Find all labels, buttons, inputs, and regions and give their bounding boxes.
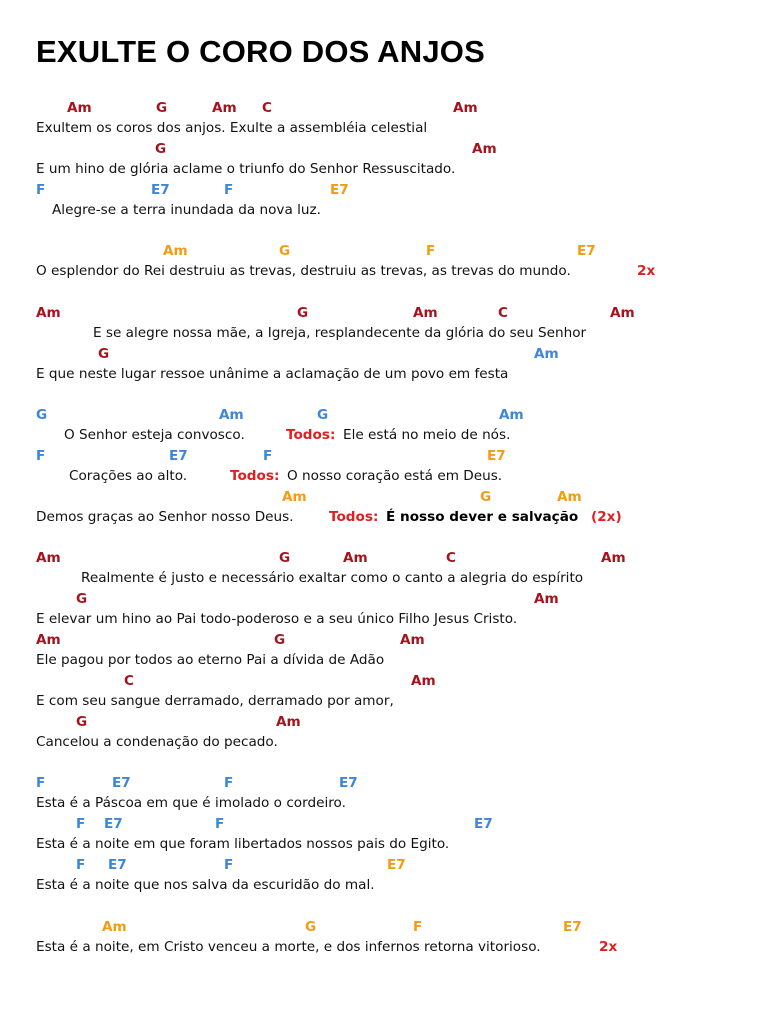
- chord: Am: [601, 550, 626, 566]
- lyric-line: [0, 325, 768, 345]
- lyric-text: E com seu sangue derramado, derramado por amor,: [36, 693, 394, 709]
- lyric-line: [0, 693, 768, 713]
- lyric-text: Cancelou a condenação do pecado.: [36, 734, 278, 750]
- chord: F: [215, 816, 225, 832]
- chord: E7: [104, 816, 123, 832]
- lyric-text: Esta é a noite em que foram libertados nossos pais do Egito.: [36, 836, 450, 852]
- chord-line: [0, 100, 768, 120]
- chord: E7: [563, 919, 582, 935]
- chord-line: [0, 673, 768, 693]
- chord: C: [124, 673, 134, 689]
- lyric-line: [0, 939, 768, 959]
- chord: Am: [343, 550, 368, 566]
- chord: E7: [387, 857, 406, 873]
- chord: Am: [499, 407, 524, 423]
- lyric-line: [0, 652, 768, 672]
- chord-line: [0, 407, 768, 427]
- chord: G: [36, 407, 48, 423]
- lyric-text: Alegre-se a terra inundada da nova luz.: [52, 202, 321, 218]
- repeat-marker: (2x): [591, 509, 622, 525]
- chord: E7: [112, 775, 131, 791]
- chord: G: [305, 919, 317, 935]
- response-label: Todos:: [329, 509, 379, 525]
- lyric-text: E que neste lugar ressoe unânime a aclamação de um povo em festa: [36, 366, 509, 382]
- chord: F: [426, 243, 436, 259]
- chord: F: [263, 448, 273, 464]
- lyric-line: [0, 570, 768, 590]
- lyric-line: [0, 161, 768, 181]
- chord: F: [413, 919, 423, 935]
- chord: F: [36, 775, 46, 791]
- chord-line: [0, 775, 768, 795]
- lyric-text: Esta é a noite que nos salva da escuridão do mal.: [36, 877, 375, 893]
- lyric-text: Esta é a noite, em Cristo venceu a morte, e dos infernos retorna vitorioso.: [36, 939, 541, 955]
- chord: E7: [474, 816, 493, 832]
- chord: Am: [276, 714, 301, 730]
- chord: G: [279, 550, 291, 566]
- chord: Am: [557, 489, 582, 505]
- chord: E7: [169, 448, 188, 464]
- chord-line: [0, 448, 768, 468]
- chord: G: [274, 632, 286, 648]
- chord: G: [76, 714, 88, 730]
- chord: C: [446, 550, 456, 566]
- chord-line: [0, 816, 768, 836]
- chord: G: [279, 243, 291, 259]
- chord: E7: [330, 182, 349, 198]
- lyric-line: [0, 611, 768, 631]
- chord: F: [224, 775, 234, 791]
- chord: F: [224, 182, 234, 198]
- lyric-text: Demos graças ao Senhor nosso Deus.: [36, 509, 294, 525]
- chord: Am: [534, 591, 559, 607]
- lyric-line: [0, 202, 768, 222]
- chord: G: [297, 305, 309, 321]
- repeat-marker: 2x: [599, 939, 618, 955]
- chord: Am: [453, 100, 478, 116]
- response-text: O nosso coração está em Deus.: [287, 468, 503, 484]
- chord: Am: [534, 346, 559, 362]
- response-label: Todos:: [230, 468, 280, 484]
- chord-line: [0, 919, 768, 939]
- chord-line: [0, 591, 768, 611]
- response-text: Ele está no meio de nós.: [343, 427, 511, 443]
- lyric-line: [0, 263, 768, 283]
- chord: C: [262, 100, 272, 116]
- chord-line: [0, 141, 768, 161]
- lyric-text: Corações ao alto.: [69, 468, 188, 484]
- lyric-text: Ele pagou por todos ao eterno Pai a dívida de Adão: [36, 652, 385, 668]
- chord: Am: [472, 141, 497, 157]
- chord: Am: [102, 919, 127, 935]
- chord: Am: [411, 673, 436, 689]
- lyric-text: E elevar um hino ao Pai todo-poderoso e a seu único Filho Jesus Cristo.: [36, 611, 518, 627]
- chord: C: [498, 305, 508, 321]
- lyric-line: [0, 120, 768, 140]
- chord-line: [0, 714, 768, 734]
- chord-line: [0, 182, 768, 202]
- lyric-line: [0, 795, 768, 815]
- lyric-text: E um hino de glória aclame o triunfo do Senhor Ressuscitado.: [36, 161, 456, 177]
- chord: Am: [400, 632, 425, 648]
- lyric-text: O esplendor do Rei destruiu as trevas, destruiu as trevas, as trevas do mundo.: [36, 263, 571, 279]
- chord: Am: [36, 550, 61, 566]
- chord: F: [36, 448, 46, 464]
- chord: F: [76, 857, 86, 873]
- chord-line: [0, 489, 768, 509]
- chord-line: [0, 550, 768, 570]
- lyric-text: Realmente é justo e necessário exaltar como o canto a alegria do espírito: [81, 570, 584, 586]
- chord-line: [0, 346, 768, 366]
- lyric-line: [0, 836, 768, 856]
- chord-line: [0, 857, 768, 877]
- chord: Am: [67, 100, 92, 116]
- response-text: É nosso dever e salvação: [386, 509, 579, 525]
- chord: G: [76, 591, 88, 607]
- chord: E7: [487, 448, 506, 464]
- chord-line: [0, 243, 768, 263]
- chord: Am: [219, 407, 244, 423]
- chord: F: [36, 182, 46, 198]
- chord: F: [76, 816, 86, 832]
- lyric-line: [0, 734, 768, 754]
- lyric-text: E se alegre nossa mãe, a Igreja, resplandecente da glória do seu Senhor: [93, 325, 587, 341]
- lyric-text: Esta é a Páscoa em que é imolado o cordeiro.: [36, 795, 346, 811]
- response-label: Todos:: [286, 427, 336, 443]
- chord: G: [155, 141, 167, 157]
- chord-line: [0, 305, 768, 325]
- lyric-text: Exultem os coros dos anjos. Exulte a assembléia celestial: [36, 120, 428, 136]
- chord: G: [98, 346, 110, 362]
- chord: Am: [282, 489, 307, 505]
- lyric-line: [0, 509, 768, 529]
- lyric-line: [0, 468, 768, 488]
- chord-line: [0, 632, 768, 652]
- chord: Am: [212, 100, 237, 116]
- chord: G: [317, 407, 329, 423]
- lyric-line: [0, 366, 768, 386]
- song-title: EXULTE O CORO DOS ANJOS: [36, 34, 485, 69]
- chord: E7: [151, 182, 170, 198]
- lyric-text: O Senhor esteja convosco.: [64, 427, 245, 443]
- chord: E7: [339, 775, 358, 791]
- chord: G: [156, 100, 168, 116]
- chord: Am: [163, 243, 188, 259]
- chord: Am: [413, 305, 438, 321]
- lyric-line: [0, 427, 768, 447]
- chord: E7: [577, 243, 596, 259]
- repeat-marker: 2x: [637, 263, 656, 279]
- chord: Am: [36, 305, 61, 321]
- chord: Am: [36, 632, 61, 648]
- chord: F: [224, 857, 234, 873]
- chord: Am: [610, 305, 635, 321]
- chord: E7: [108, 857, 127, 873]
- chord: G: [480, 489, 492, 505]
- lyric-line: [0, 877, 768, 897]
